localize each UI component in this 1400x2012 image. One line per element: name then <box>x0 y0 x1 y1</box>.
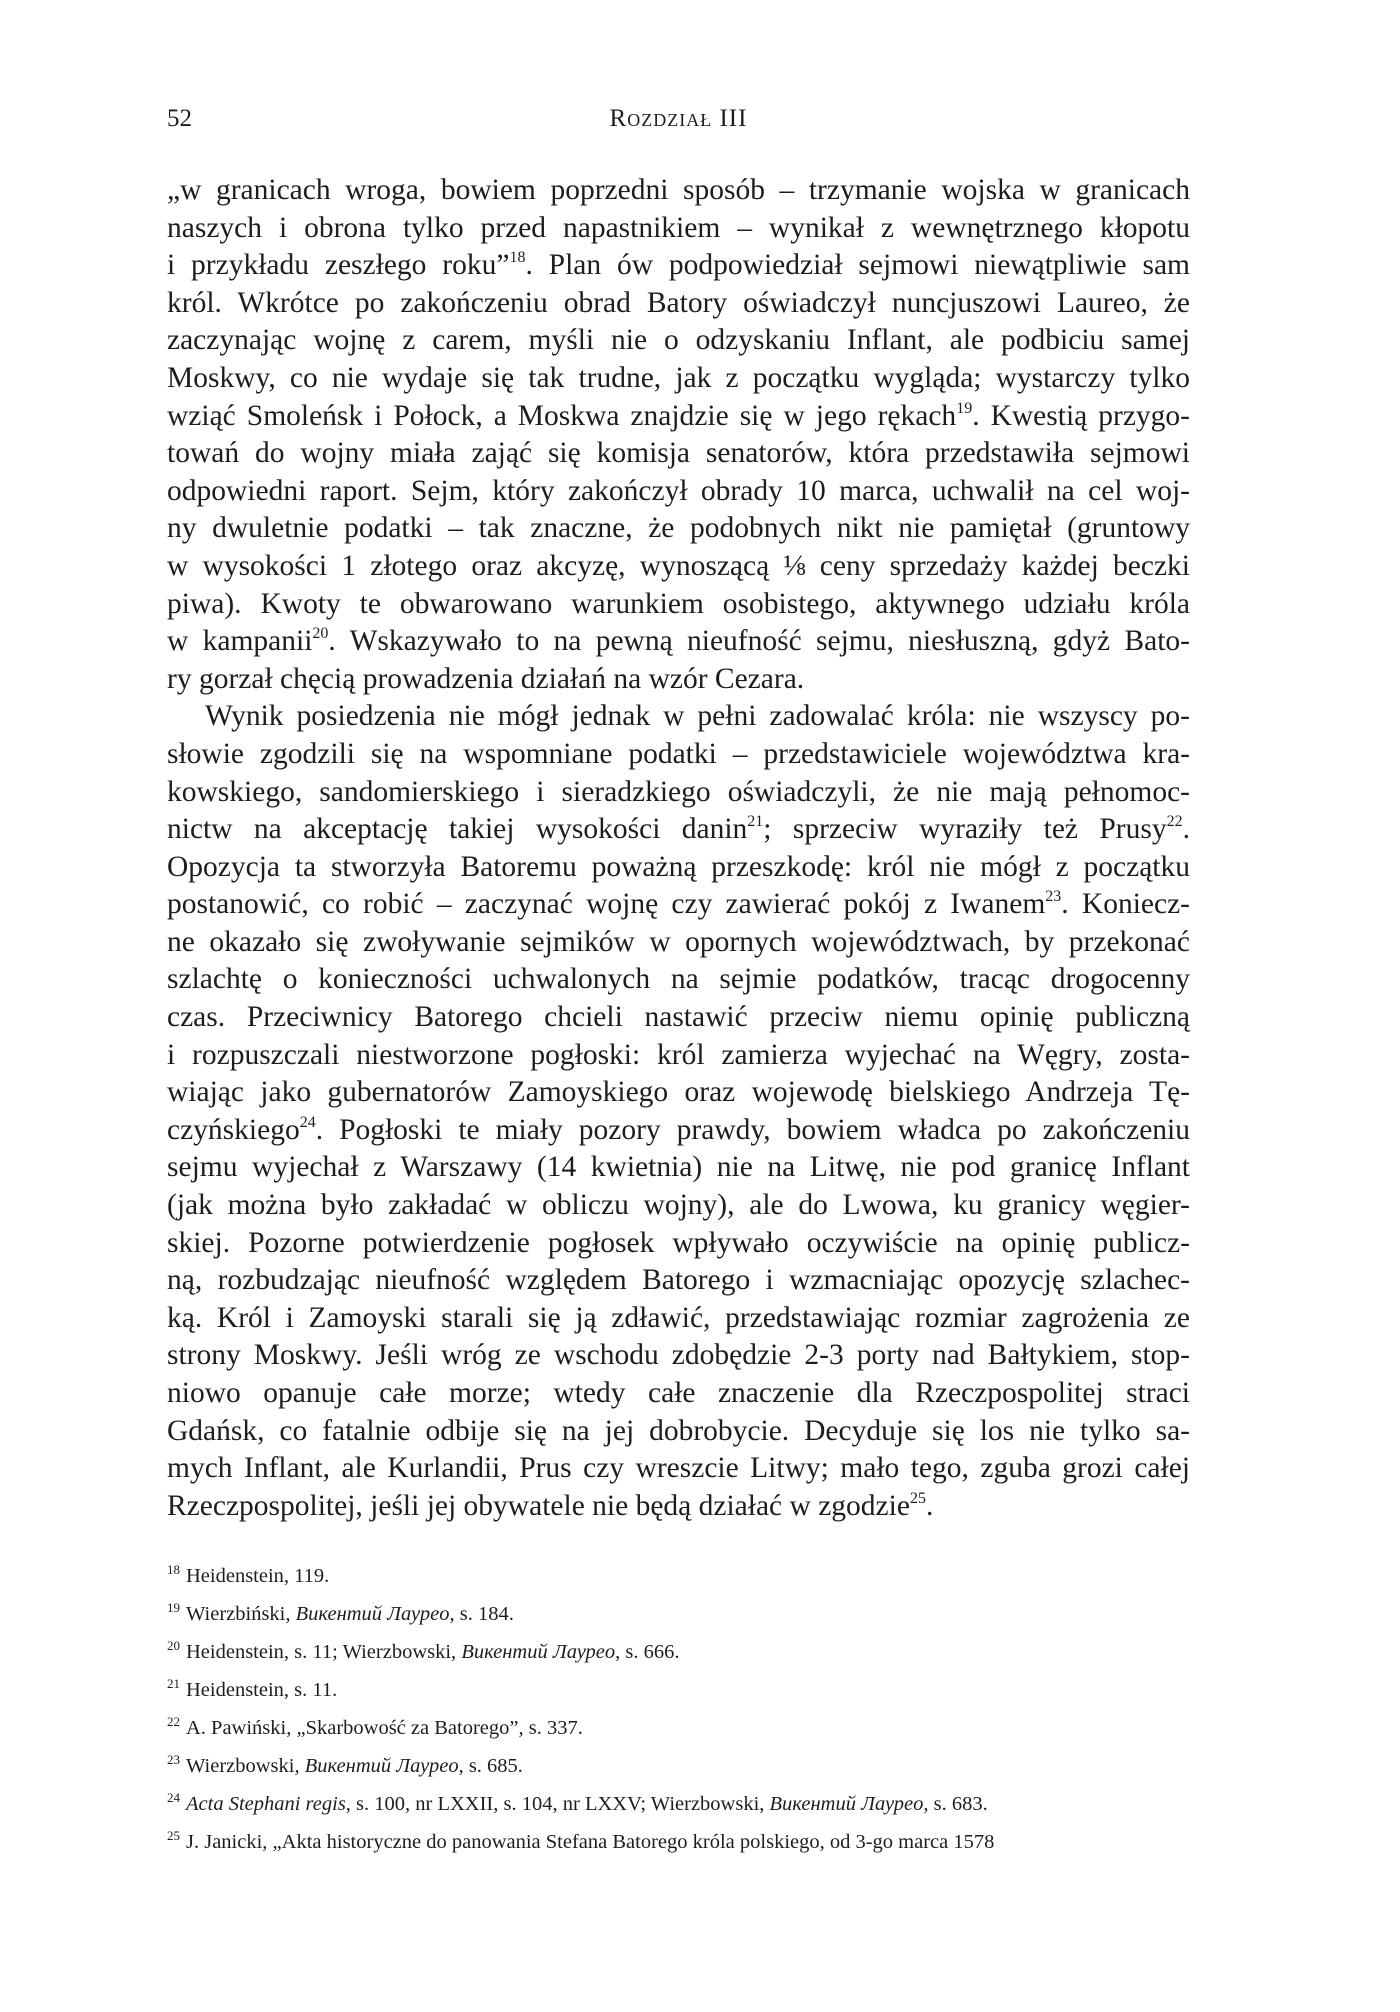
text-line: Gdańsk, co fatalnie odbije się na jej dobrobycie. Decyduje się los nie tylko sa- <box>167 1414 1190 1447</box>
text-line: strony Moskwy. Jeśli wróg ze wschodu zdobędzie 2-3 porty nad Bałtykiem, stop- <box>167 1339 1190 1372</box>
page-number: 52 <box>167 105 192 132</box>
footnote-text: Wierzbiński, <box>186 1603 296 1625</box>
footnote-19 <box>167 1595 1190 1633</box>
footnote-ref: 20 <box>312 625 329 643</box>
text-line <box>167 623 1190 661</box>
paragraph-2 <box>167 698 1190 1525</box>
text-line: sejmu wyjechał z Warszawy (14 kwietnia) nie na Litwę, nie pod granicę Inflant <box>167 1151 1190 1184</box>
text-line: szlachtę o konieczności uchwalonych na sejmie podatków, tracąc drogocenny <box>167 963 1190 996</box>
text-segment: czyńskiego <box>167 1113 300 1146</box>
text-segment: . Wskazywało to na pewną nieufność sejmu, niesłuszną, gdyż Bato- <box>328 625 1190 658</box>
text-segment: wziąć Smoleńsk i Połock, a Moskwa znajdzie się w jego rękach <box>167 399 957 432</box>
footnote-text: J. Janicki, „Akta historyczne do panowania Stefana Batorego króla polskiego, od 3-go marca 1578 <box>186 1831 995 1853</box>
footnote-25 <box>167 1823 1190 1861</box>
text-segment: . <box>925 1489 934 1522</box>
footnote-text: , s. 666. <box>615 1641 680 1663</box>
footnote-ref: 19 <box>956 399 973 417</box>
footnote-ref: 18 <box>509 249 526 267</box>
text-line: „w granicach wroga, bowiem poprzedni sposób – trzymanie wojska w granicach <box>167 174 1190 206</box>
footnote-23 <box>167 1747 1190 1785</box>
footnotes <box>167 1557 1190 1861</box>
running-head <box>167 102 1190 142</box>
footnote-text: , s. 683. <box>923 1793 988 1815</box>
footnote-title: Викентий Лауреo <box>461 1641 616 1663</box>
main-text <box>167 172 1190 1525</box>
text-segment: ; sprzeciw wyraziły też Prusy <box>763 813 1167 846</box>
footnote-21 <box>167 1671 1190 1709</box>
chapter-title: Rozdział III <box>609 105 748 132</box>
text-line: ne okazało się zwoływanie sejmików w opornych województwach, by przekonać <box>167 925 1190 958</box>
text-line: w wysokości 1 złotego oraz akcyzę, wynoszącą ⅛ ceny sprzedaży każdej beczki <box>167 549 1190 582</box>
footnote-title: Викентий Лауреo <box>304 1755 459 1777</box>
text-segment: nictw na akceptację takiej wysokości danin <box>167 813 748 846</box>
footnote-number: 22 <box>167 1714 180 1729</box>
footnote-ref: 23 <box>1045 888 1062 906</box>
text-segment: i przykładu zeszłego roku” <box>167 249 510 282</box>
footnote-number: 18 <box>167 1562 180 1577</box>
text-line: Opozycja ta stworzyła Batoremu poważną przeszkodę: król nie mógł z początku <box>167 850 1190 883</box>
footnote-title: Викентий Лауреo <box>295 1603 450 1625</box>
text-segment: . Koniecz- <box>1061 888 1190 921</box>
text-line: towań do wojny miała zająć się komisja senatorów, która przedstawiła sejmowi <box>167 437 1190 470</box>
text-line: ką. Król i Zamoyski starali się ją zdławić, przedstawiając rozmiar zagrożenia ze <box>167 1301 1190 1334</box>
text-line: czas. Przeciwnicy Batorego chcieli nastawić przeciw niemu opinię publiczną <box>167 1001 1190 1034</box>
footnote-ref: 22 <box>1166 813 1183 831</box>
footnote-24 <box>167 1785 1190 1823</box>
footnote-number: 24 <box>167 1790 180 1805</box>
footnote-text: , s. 100, nr LXXII, s. 104, nr LXXV; Wierzbowski, <box>345 1793 770 1815</box>
footnote-title: Acta Stephani regis <box>186 1793 346 1815</box>
text-line: słowie zgodzili się na wspomniane podatki – przedstawiciele województwa kra- <box>167 737 1190 770</box>
text-line: i rozpuszczali niestworzone pogłoski: król zamierza wyjechać na Węgry, zosta- <box>167 1038 1190 1071</box>
text-line: wiając jako gubernatorów Zamoyskiego oraz wojewodę bielskiego Andrzeja Tę- <box>167 1076 1190 1109</box>
footnote-text: , s. 184. <box>449 1603 514 1625</box>
footnote-text: , s. 685. <box>458 1755 523 1777</box>
footnote-18 <box>167 1557 1190 1595</box>
footnote-text: Wierzbowski, <box>186 1755 305 1777</box>
text-line: Wynik posiedzenia nie mógł jednak w pełni zadowalać króla: nie wszyscy po- <box>205 700 1190 733</box>
footnote-number: 20 <box>167 1638 180 1653</box>
text-line <box>167 398 1190 436</box>
footnote-text: Heidenstein, s. 11; Wierzbowski, <box>186 1641 462 1663</box>
text-line: odpowiedni raport. Sejm, który zakończył obrady 10 marca, uchwalił na cel woj- <box>167 474 1190 507</box>
text-line <box>167 811 1190 849</box>
text-line: zaczynając wojnę z carem, myśli nie o odzyskaniu Inflant, ale podbiciu samej <box>167 324 1190 357</box>
footnote-ref: 24 <box>299 1113 316 1131</box>
footnote-number: 23 <box>167 1752 180 1767</box>
text-segment: . <box>1182 813 1190 846</box>
text-line: ny dwuletnie podatki – tak znaczne, że podobnych nikt nie pamiętał (gruntowy <box>167 512 1190 545</box>
text-line <box>167 1488 1190 1526</box>
footnote-title: Викентий Лауреo <box>769 1793 924 1815</box>
footnote-22 <box>167 1709 1190 1747</box>
text-line: Moskwy, co nie wydaje się tak trudne, jak z początku wygląda; wystarczy tylko <box>167 361 1190 394</box>
text-line: niowo opanuje całe morze; wtedy całe znaczenie dla Rzeczpospolitej straci <box>167 1377 1190 1409</box>
footnote-ref: 25 <box>909 1489 926 1507</box>
footnote-number: 25 <box>167 1828 180 1843</box>
text-segment: . Kwestią przygo- <box>972 399 1190 432</box>
footnote-text: Heidenstein, s. 11. <box>186 1679 338 1701</box>
text-segment: w kampanii <box>167 625 313 658</box>
footnote-text: Heidenstein, 119. <box>186 1565 330 1587</box>
text-line: skiej. Pozorne potwierdzenie pogłosek wpływało oczywiście na opinię publicz- <box>167 1226 1190 1259</box>
footnote-number: 21 <box>167 1676 180 1691</box>
text-line: ry gorzał chęcią prowadzenia działań na wzór Cezara. <box>167 662 805 695</box>
text-segment: Rzeczpospolitej, jeśli jej obywatele nie będą działać w zgodzie <box>167 1489 910 1522</box>
text-segment: . Pogłoski te miały pozory prawdy, bowiem władca po zakończeniu <box>315 1113 1190 1146</box>
footnote-20 <box>167 1633 1190 1671</box>
footnote-ref: 21 <box>747 813 764 831</box>
footnote-text: A. Pawiński, „Skarbowość za Batorego”, s. 337. <box>186 1717 583 1739</box>
text-line: naszych i obrona tylko przed napastnikiem – wynikał z wewnętrznego kłopotu <box>167 211 1190 244</box>
text-line: król. Wkrótce po zakończeniu obrad Batory oświadczył nuncjuszowi Laureo, że <box>167 286 1190 319</box>
footnote-number: 19 <box>167 1600 180 1615</box>
paragraph-1 <box>167 172 1190 698</box>
text-line: ną, rozbudzając nieufność względem Batorego i wzmacniając opozycję szlachec- <box>167 1264 1190 1297</box>
text-line: piwa). Kwoty te obwarowano warunkiem osobistego, aktywnego udziału króla <box>167 587 1190 620</box>
text-line <box>167 1112 1190 1150</box>
text-segment: postanowić, co robić – zaczynać wojnę czy zawierać pokój z Iwanem <box>167 888 1046 921</box>
text-line: kowskiego, sandomierskiego i sieradzkiego oświadczyli, że nie mają pełnomoc- <box>167 775 1190 808</box>
text-line <box>167 247 1190 285</box>
text-line: (jak można było zakładać w obliczu wojny), ale do Lwowa, ku granicy węgier- <box>167 1189 1190 1222</box>
text-line <box>167 886 1190 924</box>
text-line: mych Inflant, ale Kurlandii, Prus czy wreszcie Litwy; mało tego, zguba grozi całej <box>167 1452 1190 1485</box>
text-segment: . Plan ów podpowiedział sejmowi niewątpliwie sam <box>525 249 1191 282</box>
